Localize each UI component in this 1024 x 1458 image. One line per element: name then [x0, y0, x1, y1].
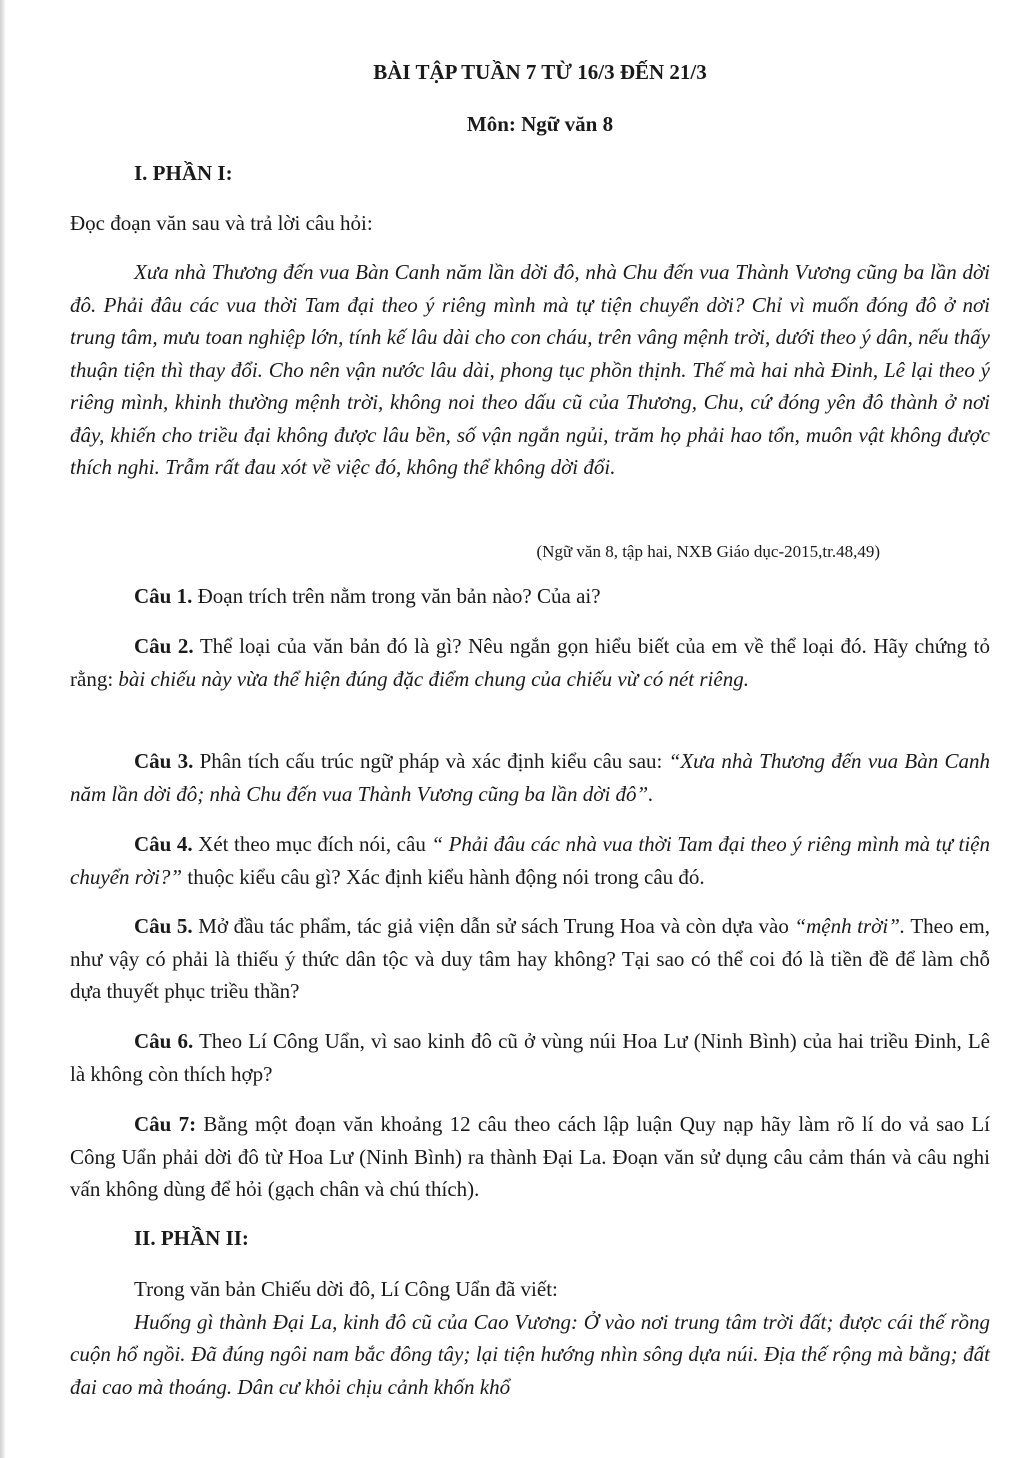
question-4 — [70, 828, 990, 893]
question-text: Đoạn trích trên nằm trong văn bản nào? Của ai? — [192, 584, 601, 608]
question-text: Xét theo mục đích nói, câu — [192, 832, 432, 856]
question-label: Câu 2. — [134, 634, 194, 658]
passage-block — [70, 256, 990, 484]
question-3 — [70, 745, 990, 810]
question-7 — [70, 1108, 990, 1206]
question-label: Câu 1. — [134, 584, 193, 608]
question-5 — [70, 910, 990, 1008]
question-text: Theo Lí Công Uẩn, vì sao kinh đô cũ ở vùng núi Hoa Lư (Ninh Bình) của hai triều Đinh, Lê là không còn thích hợp? — [70, 1029, 990, 1086]
subject-line: Môn: Ngữ văn 8 — [466, 112, 614, 136]
part2-quote: Huống gì thành Đại La, kinh đô cũ của Cao Vương: Ở vào nơi trung tâm trời đất; được cái thế rồng cuộn hổ ngồi. Đã đúng ngôi nam bắc đông tây; lại tiện hướng nhìn sông dựa núi. Địa thế rộng mà bằng; đất đai cao mà thoáng. Dân cư khỏi chịu cảnh khốn khổ — [70, 1309, 990, 1399]
part2-heading: II. PHẦN II: — [134, 1226, 249, 1250]
part1-heading: I. PHẦN I: — [134, 161, 233, 185]
passage-source: (Ngữ văn 8, tập hai, NXB Giáo dục-2015,tr.48,49) — [536, 542, 880, 561]
question-label: Câu 3. — [134, 749, 194, 773]
passage-text: Xưa nhà Thương đến vua Bàn Canh năm lần dời đô, nhà Chu đến vua Thành Vương cũng ba lần dời đô. Phải đâu các vua thời Tam đại theo ý riêng mình mà tự tiện chuyển dời? Chỉ vì muốn đóng đô ở nơi trung tâm, mưu toan nghiệp lớn, tính kế lâu dài cho con cháu, trên vâng mệnh trời, dưới theo ý dân, nếu thấy thuận tiện thì thay đổi. Cho nên vận nước lâu dài, phong tục phồn thịnh. Thế mà hai nhà Đinh, Lê lại theo ý riêng mình, khinh thường mệnh trời, không noi theo dấu cũ của Thương, Chu, cứ đóng yên đô thành ở nơi đây, khiến cho triều đại không được lâu bền, số vận ngắn ngủi, trăm họ phải hao tổn, muôn vật không được thích nghi. Trẫm rất đau xót về việc đó, không thể không dời đổi. — [70, 260, 990, 479]
part1-instruction: Đọc đoạn văn sau và trả lời câu hỏi: — [70, 211, 373, 235]
question-text-after: thuộc kiểu câu gì? Xác định kiểu hành động nói trong câu đó. — [182, 864, 705, 889]
question-text: Mở đầu tác phẩm, tác giả viện dẫn sử sách Trung Hoa và còn dựa vào — [192, 914, 795, 938]
part2-block — [70, 1273, 990, 1403]
part2-intro: Trong văn bản Chiếu dời đô, Lí Công Uẩn đã viết: — [134, 1277, 558, 1301]
question-italic: “mệnh trời”. — [794, 914, 906, 938]
question-6 — [70, 1025, 990, 1090]
question-1 — [70, 580, 990, 613]
question-label: Câu 4. — [134, 832, 193, 856]
document-title: BÀI TẬP TUẦN 7 TỪ 16/3 ĐẾN 21/3 — [373, 60, 707, 84]
question-label: Câu 6. — [134, 1029, 194, 1053]
question-label: Câu 7: — [134, 1112, 197, 1136]
question-text-after: Theo em, như vậy có phải là thiếu ý thức dân tộc và duy tâm hay không? Tại sao có thể coi đó là tiền đề để làm chỗ dựa thuyết phục triều thần? — [70, 914, 990, 1003]
question-text: Bằng một đoạn văn khoảng 12 câu theo cách lập luận Quy nạp hãy làm rõ lí do vả sao Lí Công Uẩn phải dời đô từ Hoa Lư (Ninh Bình) ra thành Đại La. Đoạn văn sử dụng câu cảm thán và câu nghi vấn không dùng để hỏi (gạch chân và chú thích). — [70, 1112, 991, 1201]
question-text: Thể loại của văn bản đó là gì? Nêu ngắn gọn hiểu biết của em về thể loại đó. Hãy chứng tỏ rằng: — [70, 634, 990, 691]
question-italic: “ Phải đâu các nhà vua thời Tam đại theo ý riêng mình mà tự tiện chuyển rời?” — [70, 832, 990, 889]
question-label: Câu 5. — [134, 914, 193, 938]
question-2 — [70, 630, 990, 695]
question-italic: “Xưa nhà Thương đến vua Bàn Canh năm lần dời đô; nhà Chu đến vua Thành Vương cũng ba lần dời đô”. — [70, 749, 990, 806]
question-italic: bài chiếu này vừa thể hiện đúng đặc điểm chung của chiếu vừ có nét riêng. — [118, 666, 749, 691]
question-text: Phân tích cấu trúc ngữ pháp và xác định kiểu câu sau: — [193, 749, 669, 773]
page-left-edge — [0, 0, 5, 1458]
